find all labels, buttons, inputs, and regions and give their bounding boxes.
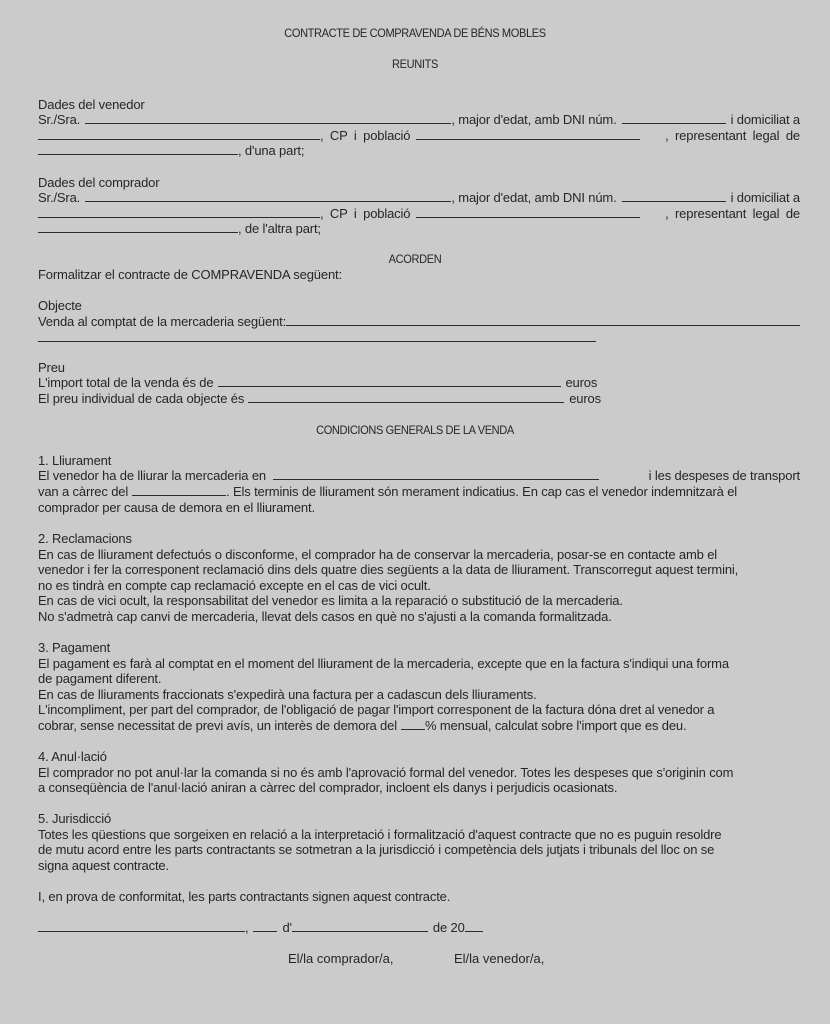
seller-city-field[interactable] bbox=[416, 128, 640, 140]
label: Sr./Sra. bbox=[38, 112, 81, 127]
goods-field-2[interactable] bbox=[38, 330, 596, 342]
label: Venda al comptat de la mercaderia següent: bbox=[38, 314, 287, 329]
reclamacions-line: no es tindrà en compte cap reclamació excepte en el cas de vici ocult. bbox=[38, 578, 431, 593]
pagament-heading: 3. Pagament bbox=[38, 640, 111, 655]
anulacio-line: El comprador no pot anul·lar la comanda si no és amb l'aprovació formal del venedor. Totes les despeses que s'originin com bbox=[38, 765, 734, 780]
buyer-heading: Dades del comprador bbox=[38, 175, 160, 190]
label: El venedor ha de lliurar la mercaderia en bbox=[38, 468, 266, 483]
label: , d'una part; bbox=[238, 143, 305, 158]
label: van a càrrec del bbox=[38, 484, 129, 499]
acorden-heading: ACORDEN bbox=[388, 252, 442, 266]
buyer-city-field[interactable] bbox=[416, 206, 640, 218]
reunits-heading: REUNITS bbox=[392, 57, 438, 71]
document-title: CONTRACTE DE COMPRAVENDA DE BÉNS MOBLES bbox=[284, 26, 546, 40]
seller-address-field[interactable] bbox=[38, 128, 320, 140]
seller-line-2 bbox=[38, 128, 800, 144]
buyer-line-2 bbox=[38, 206, 800, 222]
anulacio-line: a conseqüència de l'anul·lació aniran a càrrec del comprador, incloent els danys i perjudicis ocasionats. bbox=[38, 780, 618, 795]
label: , major d'edat, amb DNI núm. bbox=[451, 112, 617, 127]
jurisdiccio-line: de mutu acord entre les parts contractants se sotmetran a la jurisdicció i competència dels jutjats i tribunals del lloc on se bbox=[38, 842, 715, 857]
seller-dni-field[interactable] bbox=[622, 112, 726, 124]
reclamacions-line: En cas de lliurament defectuós o disconforme, el comprador ha de conservar la mercaderia, posar-se en contacte amb el bbox=[38, 547, 718, 562]
buyer-address-field[interactable] bbox=[38, 206, 320, 218]
buyer-signature-label: El/la comprador/a, bbox=[288, 951, 394, 966]
label: , representant legal de bbox=[665, 206, 800, 221]
label: i domiciliat a bbox=[730, 190, 800, 205]
label: euros bbox=[565, 375, 598, 390]
pagament-line: de pagament diferent. bbox=[38, 671, 162, 686]
seller-company-field[interactable] bbox=[38, 143, 238, 155]
buyer-line-3 bbox=[38, 221, 800, 237]
label: i les despeses de transport bbox=[648, 468, 800, 483]
seller-signature-label: El/la venedor/a, bbox=[454, 951, 545, 966]
buyer-dni-field[interactable] bbox=[622, 190, 726, 202]
jurisdiccio-heading: 5. Jurisdicció bbox=[38, 811, 112, 826]
label: i domiciliat a bbox=[730, 112, 800, 127]
lliurament-heading: 1. Lliurament bbox=[38, 453, 112, 468]
reclamacions-line: No s'admetrà cap canvi de mercaderia, llevat dels casos en què no s'ajusti a la comanda formalitzada. bbox=[38, 609, 612, 624]
label: , major d'edat, amb DNI núm. bbox=[451, 190, 617, 205]
formalitzar-text: Formalitzar el contracte de COMPRAVENDA següent: bbox=[38, 267, 342, 282]
label: cobrar, sense necessitat de previ avís, un interès de demora del bbox=[38, 718, 397, 733]
objecte-heading: Objecte bbox=[38, 298, 82, 313]
pagament-line: L'incompliment, per part del comprador, de l'obligació de pagar l'import corresponent de la factura dóna dret al venedor a bbox=[38, 702, 715, 717]
preu-heading: Preu bbox=[38, 360, 65, 375]
jurisdiccio-line: signa aquest contracte. bbox=[38, 858, 169, 873]
buyer-name-field[interactable] bbox=[85, 190, 451, 202]
buyer-company-field[interactable] bbox=[38, 221, 238, 233]
label: , bbox=[245, 920, 249, 935]
lliurament-line-2 bbox=[38, 484, 800, 500]
seller-name-field[interactable] bbox=[85, 112, 451, 124]
year-field[interactable] bbox=[465, 920, 483, 932]
total-price-field[interactable] bbox=[218, 375, 561, 387]
date-line bbox=[38, 920, 800, 936]
conformitat-text: I, en prova de conformitat, les parts contractants signen aquest contracte. bbox=[38, 889, 451, 904]
condicions-heading: CONDICIONS GENERALS DE LA VENDA bbox=[316, 423, 514, 437]
label: . Els terminis de lliurament són merament indicatius. En cap cas el venedor indemnitzarà el bbox=[226, 484, 738, 499]
label: d' bbox=[282, 920, 292, 935]
seller-line-1 bbox=[38, 112, 800, 128]
seller-heading: Dades del venedor bbox=[38, 97, 145, 112]
lliurament-line-3: comprador per causa de demora en el lliurament. bbox=[38, 500, 315, 515]
lliurament-line-1 bbox=[38, 468, 800, 484]
reclamacions-heading: 2. Reclamacions bbox=[38, 531, 132, 546]
reclamacions-line: venedor i fer la corresponent reclamació dins dels quatre dies següents a la data de lliurament. Transcorregut aquest termini, bbox=[38, 562, 739, 577]
label: euros bbox=[569, 391, 601, 406]
preu-total-line bbox=[38, 375, 800, 391]
goods-field-1[interactable] bbox=[286, 314, 800, 326]
preu-individual-line bbox=[38, 391, 800, 407]
interest-rate-field[interactable] bbox=[401, 718, 425, 730]
day-field[interactable] bbox=[253, 920, 277, 932]
label: , CP i població bbox=[320, 206, 411, 221]
pagament-line: El pagament es farà al comptat en el moment del lliurament de la mercaderia, excepte que en la factura s'indiqui una forma bbox=[38, 656, 729, 671]
jurisdiccio-line: Totes les qüestions que sorgeixen en relació a la interpretació i formalització d'aquest contracte que no es puguin resoldre bbox=[38, 827, 722, 842]
label: , CP i població bbox=[320, 128, 411, 143]
seller-line-3 bbox=[38, 143, 800, 159]
buyer-line-1 bbox=[38, 190, 800, 206]
pagament-line-last bbox=[38, 718, 800, 734]
label: % mensual, calculat sobre l'import que es deu. bbox=[424, 718, 687, 733]
label: Sr./Sra. bbox=[38, 190, 81, 205]
label: , de l'altra part; bbox=[238, 221, 321, 236]
objecte-line-2 bbox=[38, 330, 800, 342]
delivery-place-field[interactable] bbox=[273, 468, 599, 480]
unit-price-field[interactable] bbox=[248, 391, 564, 403]
anulacio-heading: 4. Anul·lació bbox=[38, 749, 107, 764]
month-field[interactable] bbox=[292, 920, 428, 932]
objecte-line bbox=[38, 314, 800, 330]
label: L'import total de la venda és de bbox=[38, 375, 214, 390]
label: de 20 bbox=[432, 920, 465, 935]
place-field[interactable] bbox=[38, 920, 245, 932]
label: El preu individual de cada objecte és bbox=[38, 391, 245, 406]
pagament-line: En cas de lliuraments fraccionats s'expedirà una factura per a cadascun dels lliuraments. bbox=[38, 687, 537, 702]
label: , representant legal de bbox=[665, 128, 800, 143]
transport-payer-field[interactable] bbox=[132, 484, 226, 496]
reclamacions-line: En cas de vici ocult, la responsabilitat del venedor es limita a la reparació o substitució de la mercaderia. bbox=[38, 593, 623, 608]
